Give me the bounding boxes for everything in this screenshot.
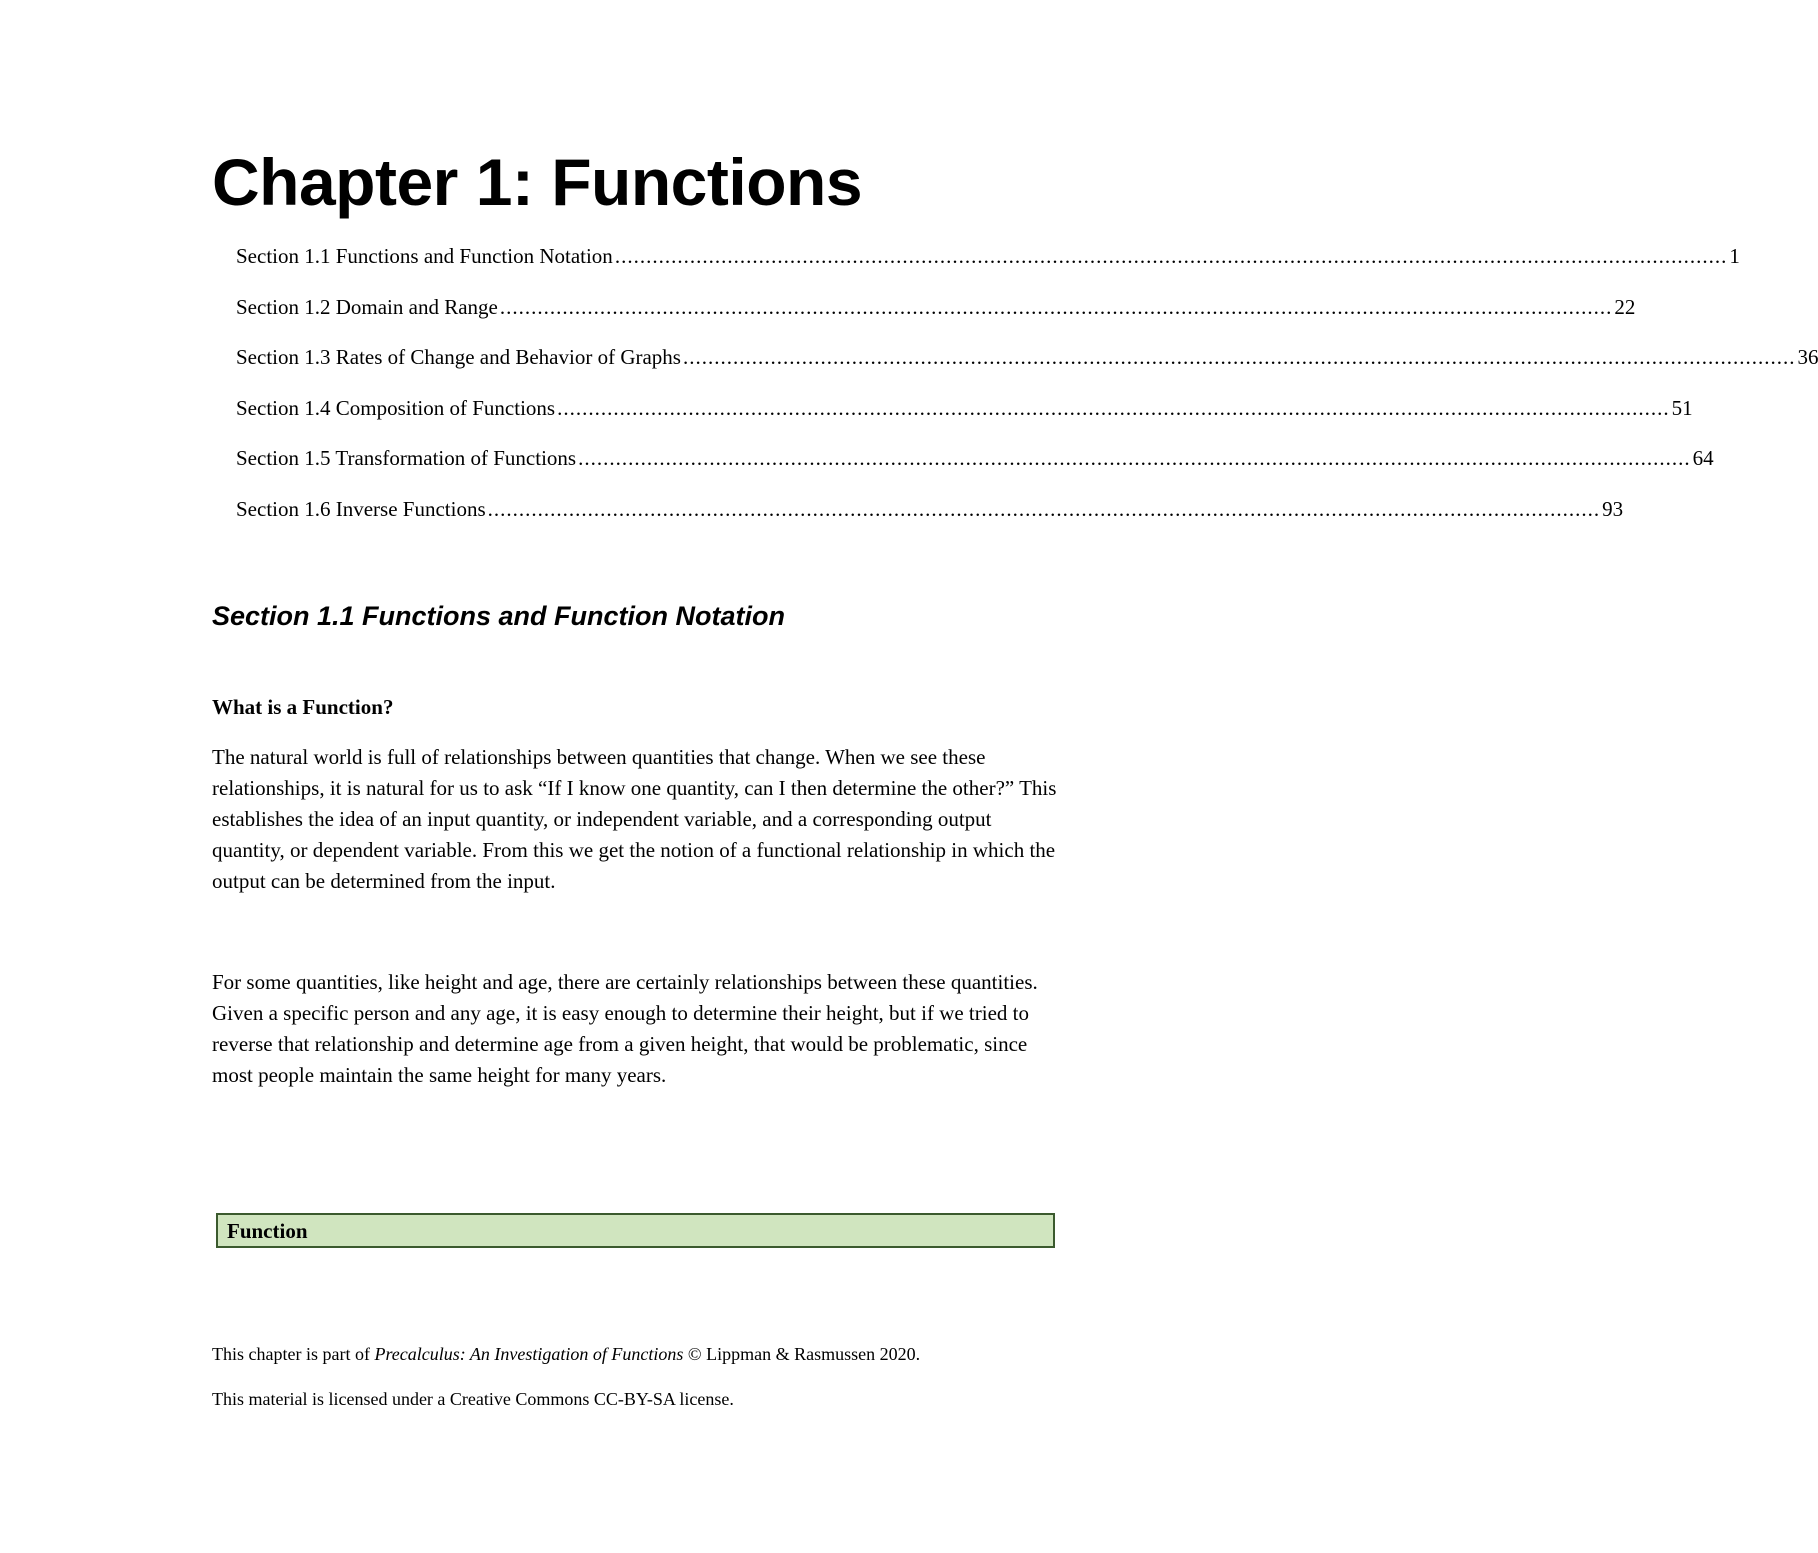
- footer-attribution-prefix: This chapter is part of: [212, 1344, 375, 1364]
- footer-license: This material is licensed under a Creative Commons CC-BY-SA license.: [212, 1389, 734, 1409]
- toc-entry-label: Section 1.4 Composition of Functions: [236, 395, 556, 420]
- toc-dot-leader: ..................................................................................................................................................................................: [557, 395, 1670, 420]
- definition-box: [216, 1213, 1055, 1248]
- footer-attribution: [212, 1341, 920, 1367]
- toc-entry[interactable]: [236, 290, 1636, 341]
- definition-box-title: Function: [227, 1218, 308, 1243]
- toc-entry[interactable]: [236, 391, 1693, 442]
- toc-entry[interactable]: [236, 239, 1740, 290]
- footer-book-title: Precalculus: An Investigation of Functions: [374, 1344, 684, 1364]
- toc-dot-leader: ..................................................................................................................................................................................: [487, 496, 1601, 521]
- toc-entry-label: Section 1.5 Transformation of Functions: [236, 446, 577, 471]
- toc-entry[interactable]: [236, 441, 1714, 492]
- toc-entry-page: 51: [1671, 395, 1693, 420]
- toc-entry[interactable]: [236, 492, 1624, 543]
- toc-entry[interactable]: [236, 340, 1818, 391]
- toc-entry-page: 64: [1692, 446, 1714, 471]
- toc-entry-page: 22: [1614, 294, 1636, 319]
- toc-dot-leader: ..................................................................................................................................................................................: [578, 446, 1691, 471]
- toc-entry-label: Section 1.3 Rates of Change and Behavior of Graphs: [236, 345, 681, 370]
- toc-entry-label: Section 1.2 Domain and Range: [236, 294, 498, 319]
- chapter-title: Chapter 1: Functions: [212, 145, 863, 219]
- toc-entry-page: 1: [1729, 244, 1740, 268]
- toc-entry-label: Section 1.1 Functions and Function Notation: [236, 244, 613, 268]
- toc-dot-leader: ..................................................................................................................................................................................: [499, 294, 1613, 319]
- subsection-heading: What is a Function?: [212, 695, 394, 719]
- toc-dot-leader: ..................................................................................................................................................................................: [614, 244, 1728, 268]
- toc-entry-page: 36: [1797, 345, 1818, 370]
- toc-entry-label: Section 1.6 Inverse Functions: [236, 496, 486, 521]
- body-paragraph: The natural world is full of relationships between quantities that change. When we see these relationships, it is natural for us to ask “If I know one quantity, can I then determine the other?” This establishes the idea of an input quantity, or independent variable, and a corresponding output quantity, or dependent variable. From this we get the notion of a functional relationship in which the output can be determined from the input.: [212, 745, 1057, 893]
- toc-dot-leader: ..................................................................................................................................................................................: [682, 345, 1796, 370]
- toc-entry-page: 93: [1602, 496, 1624, 521]
- table-of-contents: [236, 239, 1818, 543]
- body-paragraph: For some quantities, like height and age, there are certainly relationships between these quantities. Given a specific person and any age, it is easy enough to determine their height, but if we tried to reverse that relationship and determine age from a given height, that would be problematic, since most people maintain the same height for many years.: [212, 970, 1038, 1087]
- footer-attribution-suffix: © Lippman & Rasmussen 2020.: [683, 1344, 921, 1364]
- section-heading: Section 1.1 Functions and Function Notation: [212, 601, 785, 631]
